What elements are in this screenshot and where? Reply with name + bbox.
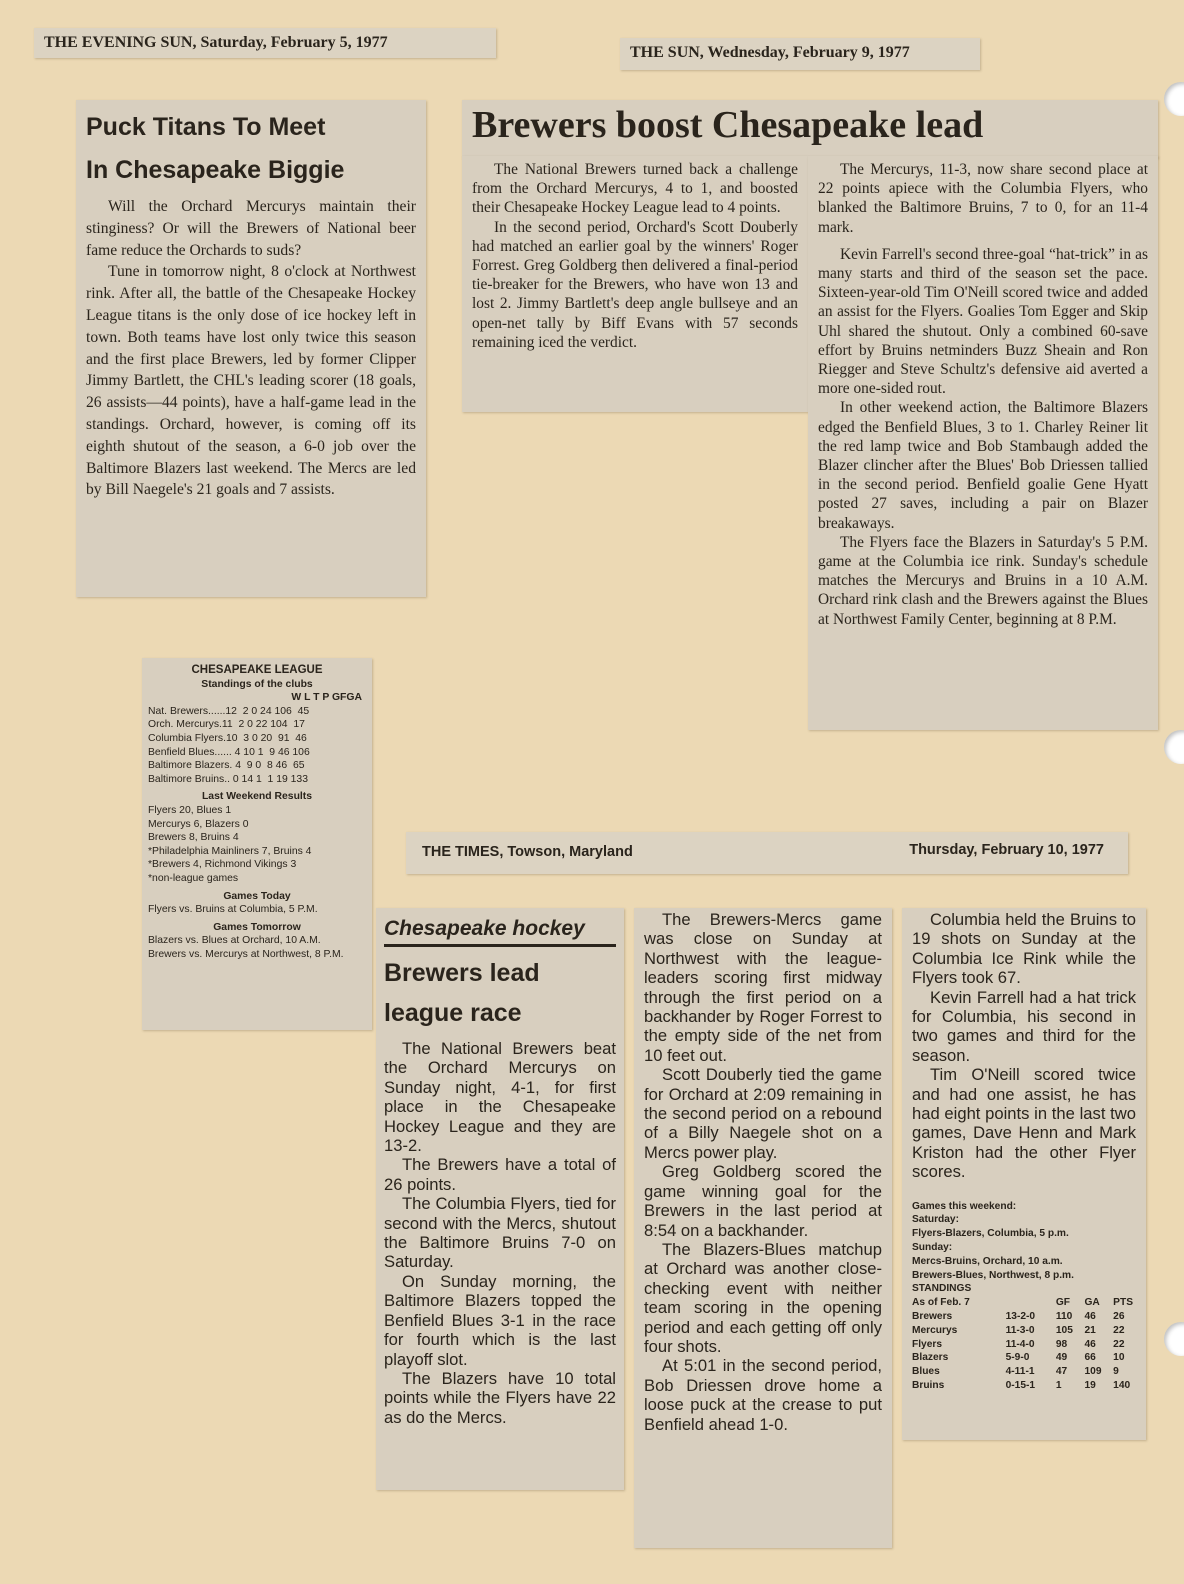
paragraph: In other weekend action, the Baltimore Blazers edged the Benfield Blues, 3 to 1. Charley Reiner lit the red lamp twice and Bob Stambaugh added the Blazer clincher after the Blues' Bob Driessen tallied in the second period. Benfield goalie Gene Hyatt posted 27 saves, including a pair on Blazer breakaways. [818,399,1148,532]
col-gf: GF [1055,1297,1071,1309]
binder-hole [1164,730,1184,764]
article-times-col2 [634,908,892,1548]
saturday-label: Saturday: [912,1214,959,1226]
paragraph: On Sunday morning, the Baltimore Blazers topped the Benfield Blues 3-1 in the race for fourth which is the last playoff slot. [384,1271,616,1369]
headline-line-1: Puck Titans To Meet [86,113,326,141]
league-title: CHESAPEAKE LEAGUE [191,664,323,676]
paragraph: The Brewers-Mercs game was close on Sunday at Northwest with the league-leaders scoring first midway through the first period on a backhander by Roger Forrest to the empty side of the net from 10 feet out. [644,910,882,1065]
paragraph: Tune in tomorrow night, 8 o'clock at Northwest rink. After all, the battle of the Chesapeake Hockey League titans is the only dose of ice hockey left in town. Both teams have lost only twice this season and the first place Brewers, led by former Clipper Jimmy Bartlett, the CHL's leading scorer (18 goals, 26 assists—44 points), have a half-game lead in the standings. Orchard, however, is coming off its eighth shutout of the season, a 6-0 job over the Baltimore Blazers last weekend. The Mercs are led by Bill Naegele's 21 goals and 7 assists. [86,263,416,499]
col-pts: PTS [1113,1297,1133,1309]
paragraph: Kevin Farrell's second three-goal “hat-trick” in as many starts and third of the season set the pace. Sixteen-year-old Tim O'Neill scored twice and added an assist for the Flyers. Goalies Tom Egger and Skip Uhl shared the shutout. Only a combined 60-save effort by Bruins netminders Buzz Sheain and Ron Riegger and Steve Schultz's defensive aid averted a more one-sided rout. [818,245,1148,398]
paragraph: Tim O'Neill scored twice and had one assist, he has had eight points in the last two games, Dave Henn and Mark Kriston had the other Flyer scores. [912,1065,1136,1182]
paragraph: The Flyers face the Blazers in Saturday's 5 P.M. game at the Columbia ice rink. Sunday's schedule matches the Mercurys and Bruins in a 10 A.M. Orchard rink clash and the Brewers against the Blues at Northwest Family Center, beginning at 8 P.M. [818,533,1148,628]
standings-content [148,664,366,961]
weekend-title: Games this weekend: [912,1200,1017,1212]
team-row: Columbia Flyers.10 3 0 20 91 46 [148,732,307,744]
team-cell: Flyers [912,1338,943,1350]
team-row: Baltimore Bruins.. 0 14 1 1 19 133 [148,773,308,785]
article-body [384,1039,616,1427]
table-row [912,1351,1136,1365]
ga-cell: 19 [1084,1380,1096,1392]
league-subtitle: Standings of the clubs [201,678,313,690]
record-cell: 11-3-0 [1005,1324,1035,1336]
record-cell: 5-9-0 [1005,1352,1030,1364]
tomorrow-game: Blazers vs. Blues at Orchard, 10 A.M. [148,935,321,947]
team-row: Orch. Mercurys.11 2 0 22 104 17 [148,719,305,731]
record-cell: 11-4-0 [1005,1338,1035,1350]
result-line: Flyers 20, Blues 1 [148,804,232,816]
standings-box [142,658,372,1030]
today-title: Games Today [223,890,291,902]
team-cell: Blues [912,1366,940,1378]
headline-line-1: Brewers lead [384,959,540,987]
paragraph: Will the Orchard Mercurys maintain their stinginess? Or will the Brewers of National beer fame reduce the Orchards to suds? [86,198,416,259]
paragraph: In the second period, Orchard's Scott Douberly had matched an earlier goal by the winners' Roger Forrest. Greg Goldberg then delivered a final-period tie-breaker for the Brewers, who have won 13 and lost 2. Jimmy Bartlett's deep angle bullseye and an open-net tally by Biff Evans with 57 seconds remaining iced the verdict. [472,218,798,351]
sunday-game: Mercs-Bruins, Orchard, 10 a.m. [912,1255,1063,1267]
result-line: *Brewers 4, Richmond Vikings 3 [148,859,297,871]
table-row [912,1379,1136,1393]
pts-cell: 22 [1113,1338,1125,1350]
team-cell: Blazers [912,1352,949,1364]
as-of: As of Feb. 7 [912,1297,970,1309]
times-paper-name: THE TIMES, Towson, Maryland [422,844,633,860]
results-title: Last Weekend Results [201,791,313,803]
sunday-label: Sunday: [912,1242,953,1254]
ga-cell: 46 [1084,1311,1096,1323]
tomorrow-game: Brewers vs. Mercurys at Northwest, 8 P.M. [148,948,344,960]
article-body [86,196,416,501]
gf-cell: 1 [1055,1380,1062,1392]
paragraph: Greg Goldberg scored the game winning goal for the Brewers in the last period at 8:54 on a backhander. [644,1162,882,1240]
gf-cell: 110 [1055,1311,1073,1323]
paragraph: The Brewers have a total of 26 points. [384,1155,616,1194]
table-row [912,1365,1136,1379]
saturday-game: Flyers-Blazers, Columbia, 5 p.m. [912,1228,1069,1240]
paragraph: The National Brewers beat the Orchard Mercurys on Sunday night, 4-1, for first place in the Chesapeake Hockey League and they are 13-2. [384,1039,616,1156]
headline-line-2: league race [384,999,522,1027]
ga-cell: 109 [1084,1366,1102,1378]
paragraph: Scott Douberly tied the game for Orchard at 2:09 remaining in the second period on a rebound of a Billy Naegele shot on a Mercs power play. [644,1065,882,1162]
team-row: Baltimore Blazers. 4 9 0 8 46 65 [148,760,305,772]
paragraph: Columbia held the Bruins to 19 shots on Sunday at the Columbia Ice Rink while the Flyers took 67. [912,910,1136,988]
masthead-evening-sun: THE EVENING SUN, Saturday, February 5, 1977 [34,28,496,58]
times-standings-table [912,1296,1136,1393]
table-row [912,1324,1136,1338]
result-line: Brewers 8, Bruins 4 [148,832,239,844]
binder-hole [1164,1322,1184,1356]
gf-cell: 105 [1055,1324,1073,1336]
ga-cell: 66 [1084,1352,1096,1364]
standings-columns: W L T P GFGA [291,692,362,704]
masthead-times [406,832,1128,874]
paragraph: The Columbia Flyers, tied for second with the Mercs, shutout the Baltimore Bruins 7-0 on Saturday. [384,1194,616,1272]
blank-cell [1006,1296,1056,1310]
table-row [912,1338,1136,1352]
paragraph: Kevin Farrell had a hat trick for Columbia, his second in two games and third for the season. [912,987,1136,1065]
result-line: *non-league games [148,872,239,884]
paragraph: The National Brewers turned back a challenge from the Orchard Mercurys, 4 to 1, and boosted their Chesapeake Hockey League lead to 4 points. [472,161,798,217]
headline: Brewers boost Chesapeake lead [472,104,984,146]
gf-cell: 47 [1055,1366,1068,1378]
team-row: Nat. Brewers......12 2 0 24 106 45 [148,705,310,717]
standings-title: STANDINGS [912,1283,972,1295]
pts-cell: 22 [1113,1324,1125,1336]
article-brewers-boost-col1 [462,156,808,412]
pts-cell: 26 [1113,1311,1125,1323]
record-cell: 0-15-1 [1005,1380,1036,1392]
pts-cell: 10 [1113,1352,1125,1364]
paragraph: At 5:01 in the second period, Bob Driessen drove home a loose puck at the crease to put Benfield ahead 1-0. [644,1356,882,1434]
team-row: Benfield Blues...... 4 10 1 9 46 106 [148,746,310,758]
pts-cell: 9 [1113,1366,1119,1378]
result-line: Mercurys 6, Blazers 0 [148,818,249,830]
masthead-sun: THE SUN, Wednesday, February 9, 1977 [620,38,980,70]
paragraph: The Blazers-Blues matchup at Orchard was another close-checking event with neither team scoring in the opening period and each getting off only four shots. [644,1239,882,1356]
article-puck-titans [76,100,426,597]
team-cell: Mercurys [912,1324,958,1336]
article-times-col3 [902,908,1146,1440]
kicker: Chesapeake hockey [384,914,616,947]
today-game: Flyers vs. Bruins at Columbia, 5 P.M. [148,904,318,916]
record-cell: 4-11-1 [1005,1366,1035,1378]
team-cell: Bruins [912,1380,945,1392]
col-ga: GA [1084,1297,1100,1309]
sunday-game: Brewers-Blues, Northwest, 8 p.m. [912,1269,1074,1281]
tomorrow-title: Games Tomorrow [213,921,301,933]
result-line: *Philadelphia Mainliners 7, Bruins 4 [148,845,312,857]
article-body [912,910,1136,1182]
article-body [644,910,882,1434]
headline-line-2: In Chesapeake Biggie [86,156,345,184]
binder-hole [1164,82,1184,116]
ga-cell: 21 [1084,1324,1096,1336]
article-brewers-boost-col2 [808,156,1158,730]
times-schedule-box [912,1200,1136,1297]
ga-cell: 46 [1084,1338,1096,1350]
team-cell: Brewers [912,1311,953,1323]
article-times-col1 [376,908,624,1490]
pts-cell: 140 [1113,1380,1131,1392]
paragraph: The Blazers have 10 total points while the Flyers have 22 as do the Mercs. [384,1368,616,1427]
article-body [818,160,1148,629]
paragraph: The Mercurys, 11-3, now share second place at 22 points apiece with the Columbia Flyers, who blanked the Baltimore Bruins, 7 to 0, for an 11-4 mark. [818,161,1148,236]
table-header [912,1296,1136,1310]
gf-cell: 49 [1055,1352,1068,1364]
times-date: Thursday, February 10, 1977 [909,842,1104,858]
gf-cell: 98 [1055,1338,1068,1350]
article-body [472,160,798,352]
table-row [912,1310,1136,1324]
article-brewers-boost-header [462,100,1158,158]
record-cell: 13-2-0 [1005,1311,1036,1323]
